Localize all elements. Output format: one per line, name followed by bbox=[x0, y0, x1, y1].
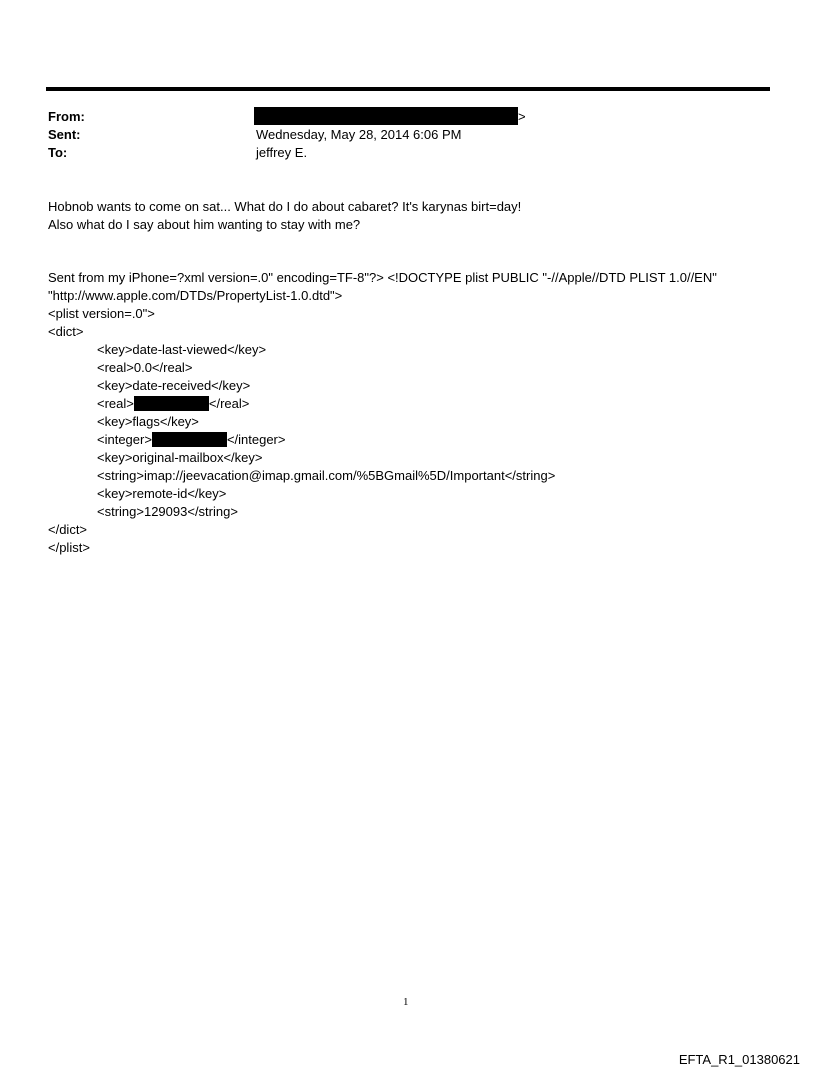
plist-integer-open: <integer> bbox=[97, 432, 152, 447]
to-label: To: bbox=[48, 145, 68, 160]
header-rule bbox=[46, 87, 770, 91]
plist-line-10 bbox=[97, 432, 285, 447]
to-value: jeffrey E. bbox=[256, 145, 308, 160]
plist-line-7: <key>date-received</key> bbox=[97, 378, 251, 393]
plist-real-open: <real> bbox=[97, 396, 134, 411]
from-label: From: bbox=[48, 109, 85, 124]
plist-line-6: <real>0.0</real> bbox=[97, 360, 193, 375]
from-redaction bbox=[254, 107, 518, 125]
sent-value: Wednesday, May 28, 2014 6:06 PM bbox=[256, 127, 462, 142]
page-number: 1 bbox=[403, 996, 409, 1008]
plist-line-4: <dict> bbox=[48, 324, 84, 339]
plist-line-11: <key>original-mailbox</key> bbox=[97, 450, 263, 465]
plist-line-16: </plist> bbox=[48, 540, 90, 555]
plist-line-2: "http://www.apple.com/DTDs/PropertyList-1.0.dtd"> bbox=[48, 288, 343, 303]
plist-line-14: <string>129093</string> bbox=[97, 504, 238, 519]
plist-integer-close: </integer> bbox=[226, 432, 286, 447]
from-value-suffix: > bbox=[518, 109, 526, 124]
plist-line-15: </dict> bbox=[48, 522, 88, 537]
integer-value-redaction bbox=[152, 432, 227, 447]
plist-line-1: Sent from my iPhone=?xml version=.0" encoding=TF-8"?> <!DOCTYPE plist PUBLIC "-//Apple//DTD PLIST 1.0//EN" bbox=[48, 270, 717, 285]
plist-line-3: <plist version=.0"> bbox=[48, 306, 155, 321]
plist-line-9: <key>flags</key> bbox=[97, 414, 199, 429]
body-line-2: Also what do I say about him wanting to stay with me? bbox=[48, 217, 361, 232]
body-line-1: Hobnob wants to come on sat... What do I do about cabaret? It's karynas birt=day! bbox=[48, 199, 522, 214]
real-value-redaction bbox=[134, 396, 209, 411]
document-id: EFTA_R1_01380621 bbox=[678, 1052, 800, 1067]
plist-line-8 bbox=[97, 396, 249, 411]
sent-label: Sent: bbox=[48, 127, 81, 142]
plist-line-12: <string>imap://jeevacation@imap.gmail.com/%5BGmail%5D/Important</string> bbox=[97, 468, 556, 483]
plist-line-5: <key>date-last-viewed</key> bbox=[97, 342, 267, 357]
plist-line-13: <key>remote-id</key> bbox=[97, 486, 227, 501]
plist-real-close: </real> bbox=[208, 396, 250, 411]
